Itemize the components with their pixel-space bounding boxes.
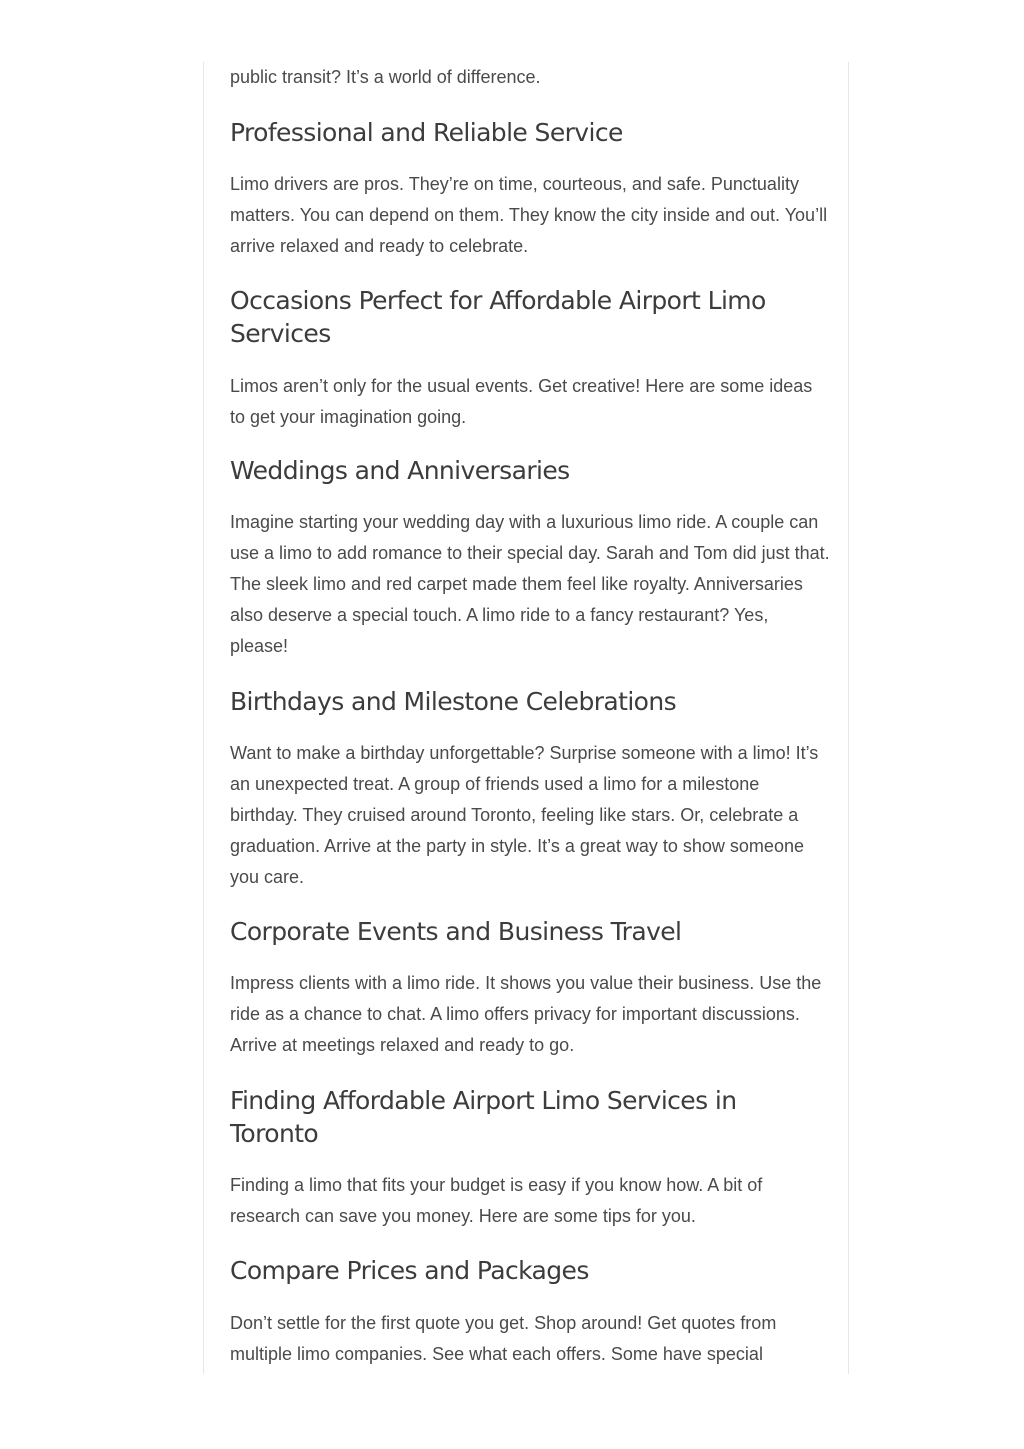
paragraph-transit: public transit? It’s a world of difference. [230,67,541,87]
paragraph-corporate: Impress clients with a limo ride. It shows you value their business. Use the ride as a chance to chat. A limo offers privacy for important discussions. Arrive at meetings relaxed and ready to go. [230,973,822,1055]
paragraph-limos-ideas: Limos aren’t only for the usual events. Get creative! Here are some ideas to get your imagination going. [230,376,813,427]
heading-compare: Compare Prices and Packages [230,1256,589,1285]
heading-corporate: Corporate Events and Business Travel [230,917,682,946]
heading-professional: Professional and Reliable Service [230,118,623,147]
paragraph-drivers: Limo drivers are pros. They’re on time, courteous, and safe. Punctuality matters. You can depend on them. They know the city inside and out. You’ll arrive relaxed and ready to celebrate. [230,174,828,256]
heading-occasions: Occasions Perfect for Affordable Airport Limo Services [230,286,766,348]
paragraph-weddings: Imagine starting your wedding day with a luxurious limo ride. A couple can use a limo to add romance to their special day. Sarah and Tom did just that. The sleek limo and red carpet made them feel like royalty. Anniversaries also deserve a special touch. A limo ride to a fancy restaurant? Yes, please! [230,512,830,656]
heading-finding: Finding Affordable Airport Limo Services in Toronto [230,1086,737,1148]
paragraph-finding: Finding a limo that fits your budget is easy if you know how. A bit of research can save you money. Here are some tips for you. [230,1175,763,1226]
heading-birthdays: Birthdays and Milestone Celebrations [230,687,677,716]
page-column [203,62,849,1374]
paragraph-compare: Don’t settle for the first quote you get. Shop around! Get quotes from multiple limo companies. See what each offers. Some have special [230,1313,777,1364]
heading-weddings: Weddings and Anniversaries [230,456,570,485]
paragraph-birthdays: Want to make a birthday unforgettable? Surprise someone with a limo! It’s an unexpected treat. A group of friends used a limo for a milestone birthday. They cruised around Toronto, feeling like stars. Or, celebrate a graduation. Arrive at the party in style. It’s a great way to show someone you care. [230,743,819,887]
